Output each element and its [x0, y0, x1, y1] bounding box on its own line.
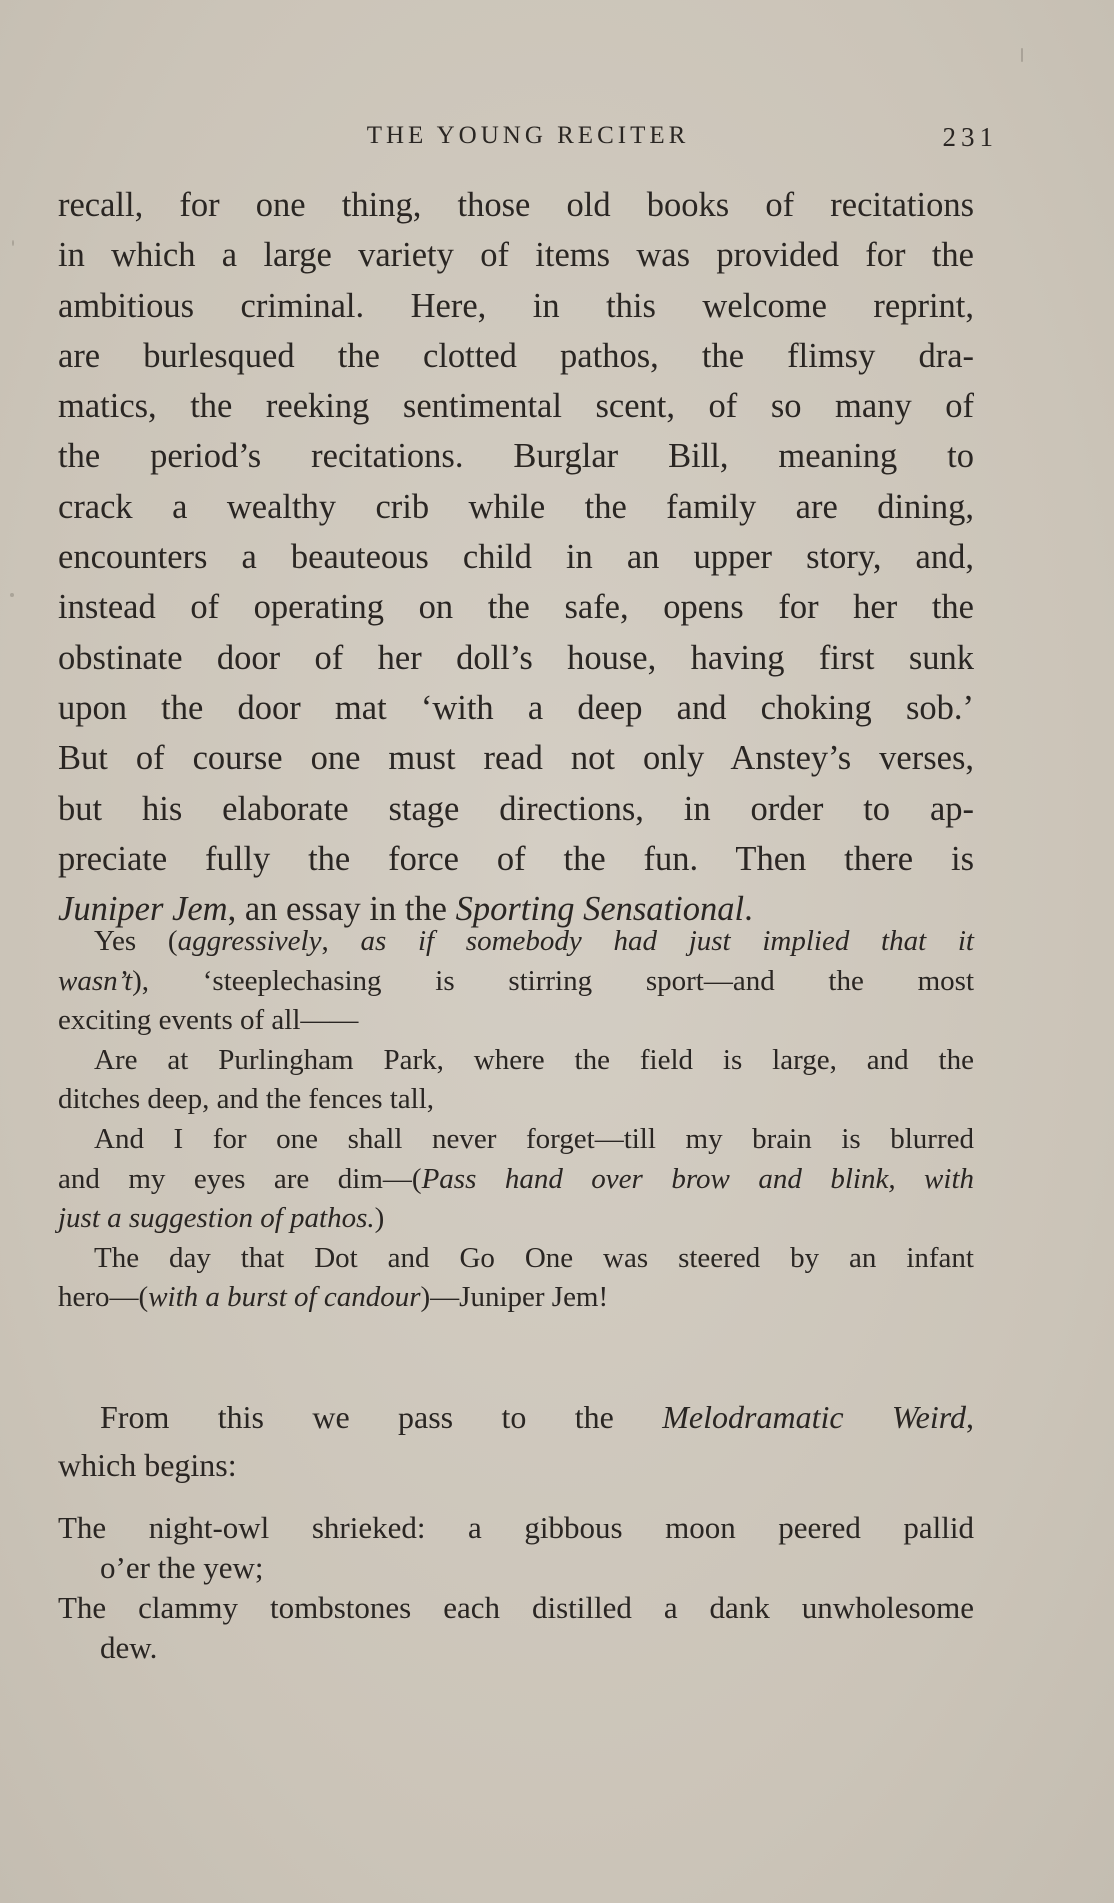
text-line: which begins: — [58, 1447, 237, 1483]
text-fragment: ), ‘steeplechasing is stirring sport—and the most — [132, 964, 974, 997]
text-line: And I for one shall never forget—till my brain is blurred — [94, 1122, 974, 1155]
text-fragment: hero—( — [58, 1281, 149, 1314]
verse-line: The clammy tombstones each distilled a dank unwholesome — [58, 1590, 974, 1625]
quote-paragraph — [58, 1120, 974, 1239]
quote-paragraph — [58, 922, 974, 1041]
text-line: are burlesqued the clotted pathos, the flimsy dra- — [58, 336, 974, 375]
text-line: recall, for one thing, those old books of recitations — [58, 186, 974, 224]
stage-direction: Pass hand over brow and blink, with — [421, 1162, 975, 1195]
text-line: but his elaborate stage directions, in order to ap- — [58, 789, 974, 828]
text-line — [58, 1393, 974, 1441]
text-fragment: and my eyes are dim—( — [58, 1162, 422, 1195]
stage-direction: as if somebody had just implied that it — [360, 925, 974, 957]
verse-quote — [58, 1508, 974, 1668]
text-line: But of course one must read not only Anstey’s verses, — [58, 739, 974, 778]
text-line — [58, 1278, 974, 1318]
text-line — [58, 1160, 974, 1200]
text-fragment: From this we pass to the — [100, 1399, 663, 1435]
stage-direction: wasn’t — [58, 964, 133, 997]
title-juniper-jem: Juniper Jem — [58, 890, 228, 929]
text-line: crack a wealthy crib while the family are dining, — [58, 487, 974, 526]
text-line: preciate fully the force of the fun. Then there is — [58, 839, 974, 878]
paper-speck — [10, 593, 14, 597]
text-fragment: ) — [374, 1202, 385, 1235]
verse-line-continuation: dew. — [100, 1630, 158, 1665]
quote-paragraph — [58, 1239, 974, 1318]
block-quote — [58, 922, 974, 1318]
text-fragment: . — [744, 890, 753, 929]
text-fragment: , — [321, 925, 361, 957]
running-head: THE YOUNG RECITER — [366, 122, 690, 149]
text-line: Are at Purlingham Park, where the field is large, and the — [94, 1043, 974, 1076]
paper-speck — [12, 240, 14, 246]
text-line: instead of operating on the safe, opens for her the — [58, 588, 974, 627]
verse-line: The night-owl shrieked: a gibbous moon peered pallid — [58, 1510, 974, 1545]
quote-paragraph — [58, 1041, 974, 1120]
body-paragraph — [58, 180, 974, 934]
text-line — [58, 1199, 974, 1239]
page-header — [58, 118, 998, 158]
text-line — [58, 922, 974, 962]
text-line — [58, 962, 974, 1002]
text-fragment: , an essay in the — [227, 890, 456, 929]
text-fragment: )—Juniper Jem! — [420, 1281, 609, 1314]
title-melodramatic-weird: Melodramatic Weird — [662, 1399, 967, 1435]
text-line: ambitious criminal. Here, in this welcome reprint, — [58, 286, 974, 325]
text-line: The day that Dot and Go One was steered by an infant — [94, 1241, 974, 1274]
stage-direction: aggressively — [177, 925, 322, 957]
text-line: encounters a beauteous child in an upper story, and, — [58, 538, 974, 577]
title-sporting-sensational: Sporting Sensational — [455, 890, 745, 929]
text-fragment: , — [966, 1399, 975, 1435]
text-fragment: Yes ( — [94, 925, 178, 957]
text-line: matics, the reeking sentimental scent, of so many of — [58, 387, 974, 426]
text-line: in which a large variety of items was provided for the — [58, 236, 974, 275]
text-line: exciting events of all—— — [58, 1004, 359, 1037]
text-line: ditches deep, and the fences tall, — [58, 1083, 435, 1116]
page-number: 231 — [942, 122, 998, 152]
text-line: upon the door mat ‘with a deep and choking sob.’ — [58, 688, 974, 727]
text-line: obstinate door of her doll’s house, having first sunk — [58, 638, 974, 677]
verse-line-continuation: o’er the yew; — [100, 1550, 264, 1585]
paper-speck — [1021, 48, 1023, 62]
stage-direction: just a suggestion of pathos. — [58, 1202, 375, 1235]
body-paragraph — [58, 1393, 974, 1489]
text-line: the period’s recitations. Burglar Bill, meaning to — [58, 437, 974, 476]
stage-direction: with a burst of candour — [148, 1281, 421, 1314]
